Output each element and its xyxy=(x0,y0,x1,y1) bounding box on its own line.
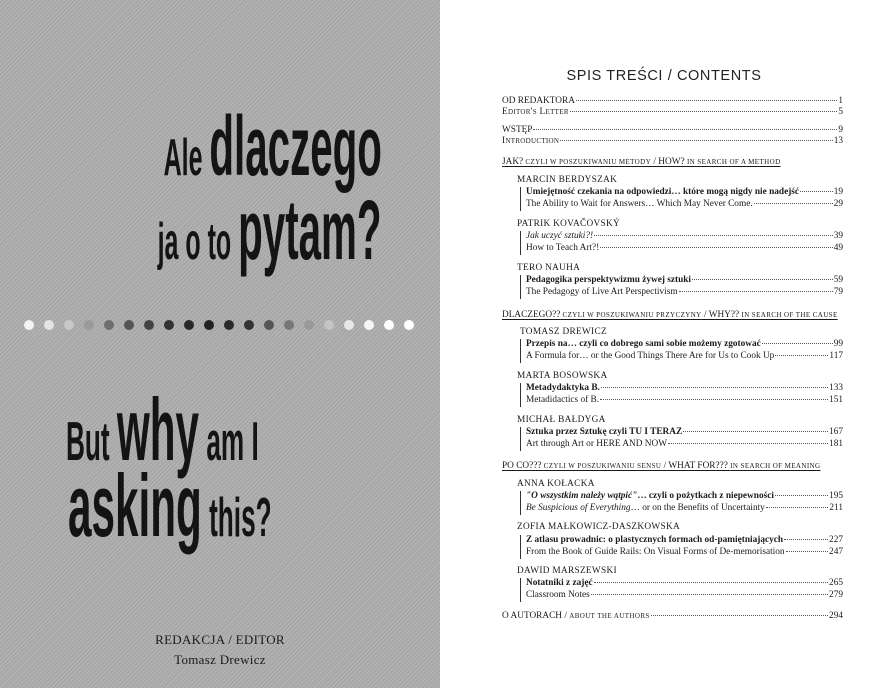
toc-entry-a2-pl[interactable]: Jak uczyć sztuki?! 39 xyxy=(526,231,843,241)
entry-bar xyxy=(520,578,521,602)
divider-dot xyxy=(324,320,334,330)
author-name: TERO NAUHA xyxy=(517,263,581,273)
toc-entry-a4-pl[interactable]: Przepis na… czyli co dobrego sami sobie możemy zgotować 99 xyxy=(526,339,843,349)
leader xyxy=(766,507,829,508)
leader xyxy=(800,191,833,192)
author-name: MARTA BOSOWSKA xyxy=(517,371,608,381)
section-heading-po-co[interactable]: PO CO??? CZYLI W POSZUKIWANIU SENSU / WHAT FOR??? IN SEARCH OF MEANING xyxy=(502,461,821,471)
leader xyxy=(775,355,828,356)
toc-entry-od-redaktora[interactable]: OD REDAKTORA 1 xyxy=(502,96,843,106)
leader xyxy=(533,129,837,130)
cover-title-pl-line2: ja o to pytam? xyxy=(158,183,382,277)
leader xyxy=(692,279,833,280)
toc-title: SPIS TREŚCI / CONTENTS xyxy=(566,68,762,84)
leader xyxy=(683,431,828,432)
divider-dot xyxy=(244,320,254,330)
divider-dot xyxy=(224,320,234,330)
author-name: MARCIN BERDYSZAK xyxy=(517,175,618,185)
entry-bar xyxy=(520,427,521,451)
author-name: TOMASZ DREWICZ xyxy=(520,327,607,337)
toc-entry-o-autorach[interactable]: O AUTORACH / ABOUT THE AUTHORS 294 xyxy=(502,611,843,621)
divider-dot xyxy=(164,320,174,330)
toc-entry-a9-en[interactable]: Classroom Notes 279 xyxy=(526,590,843,600)
leader xyxy=(594,235,833,236)
author-name: DAWID MARSZEWSKI xyxy=(517,566,617,576)
divider-dot xyxy=(304,320,314,330)
leader xyxy=(786,551,829,552)
divider-dot xyxy=(24,320,34,330)
toc-entry-a5-pl[interactable]: Metadydaktyka B. 133 xyxy=(526,383,843,393)
leader xyxy=(754,203,833,204)
toc-entry-a2-en[interactable]: How to Teach Art?! 49 xyxy=(526,243,843,253)
leader xyxy=(600,247,832,248)
entry-bar xyxy=(520,339,521,363)
author-name: MICHAŁ BAŁDYGA xyxy=(517,415,606,425)
divider-dot xyxy=(264,320,274,330)
divider-dot xyxy=(124,320,134,330)
divider-dot xyxy=(204,320,214,330)
leader xyxy=(560,140,832,141)
divider-dot xyxy=(64,320,74,330)
leader xyxy=(591,594,828,595)
toc-entry-a6-pl[interactable]: Sztuka przez Sztukę czyli TU I TERAZ 167 xyxy=(526,427,843,437)
entry-bar xyxy=(520,535,521,559)
entry-bar xyxy=(520,383,521,407)
leader xyxy=(679,291,833,292)
author-name: ZOFIA MAŁKOWICZ-DASZKOWSKA xyxy=(517,522,680,532)
toc-entry-editors-letter[interactable]: Editor's Letter 5 xyxy=(502,107,843,117)
editor-name: Tomasz Drewicz xyxy=(174,652,266,667)
dot-divider xyxy=(24,320,424,334)
toc-entry-a4-en[interactable]: A Formula for… or the Good Things There Are for Us to Cook Up 117 xyxy=(526,351,843,361)
toc-entry-introduction[interactable]: Introduction 13 xyxy=(502,136,843,146)
divider-dot xyxy=(284,320,294,330)
leader xyxy=(784,539,828,540)
entry-bar xyxy=(520,231,521,255)
section-heading-dlaczego[interactable]: DLACZEGO?? CZYLI W POSZUKIWANIU PRZYCZYNY / WHY?? IN SEARCH OF THE CAUSE xyxy=(502,310,838,320)
toc-entry-a6-en[interactable]: Art through Art or HERE AND NOW 181 xyxy=(526,439,843,449)
cover-title-en-line2: asking this? xyxy=(68,456,272,555)
leader xyxy=(668,443,828,444)
toc-entry-a9-pl[interactable]: Notatniki z zajęć 265 xyxy=(526,578,843,588)
toc-entry-a7-en[interactable]: Be Suspicious of Everything… or on the Benefits of Uncertainty 211 xyxy=(526,503,843,513)
table-of-contents xyxy=(440,0,888,688)
divider-dot xyxy=(184,320,194,330)
toc-entry-a1-en[interactable]: The Ability to Wait for Answers… Which May Never Come. 29 xyxy=(526,199,843,209)
entry-bar xyxy=(520,187,521,211)
leader xyxy=(775,495,828,496)
leader xyxy=(601,387,828,388)
divider-dot xyxy=(84,320,94,330)
editor-label: REDAKCJA / EDITOR xyxy=(155,632,285,647)
leader xyxy=(600,399,828,400)
toc-entry-wstep[interactable]: WSTĘP 9 xyxy=(502,125,843,135)
book-cover xyxy=(0,0,440,688)
divider-dot xyxy=(364,320,374,330)
toc-entry-a1-pl[interactable]: Umiejętność czekania na odpowiedzi… które mogą nigdy nie nadejść 19 xyxy=(526,187,843,197)
divider-dot xyxy=(144,320,154,330)
leader xyxy=(570,111,838,112)
toc-entry-a8-en[interactable]: From the Book of Guide Rails: On Visual Forms of De-memorisation 247 xyxy=(526,547,843,557)
author-name: PATRIK KOVAČOVSKÝ xyxy=(517,219,620,229)
divider-dot xyxy=(344,320,354,330)
leader xyxy=(762,343,833,344)
section-heading-jak[interactable]: JAK? CZYLI W POSZUKIWANIU METODY / HOW? IN SEARCH OF A METHOD xyxy=(502,157,781,167)
toc-entry-a7-pl[interactable]: "O wszystkim należy wątpić"… czyli o pożytkach z niepewności 195 xyxy=(526,491,843,501)
author-name: ANNA KOŁACKA xyxy=(517,479,595,489)
leader xyxy=(651,615,828,616)
entry-bar xyxy=(520,275,521,299)
toc-entry-a3-en[interactable]: The Pedagogy of Live Art Perspectivism 79 xyxy=(526,287,843,297)
leader xyxy=(576,100,837,101)
divider-dot xyxy=(104,320,114,330)
divider-dot xyxy=(384,320,394,330)
leader xyxy=(594,582,828,583)
cover-editor xyxy=(0,632,440,672)
toc-entry-a8-pl[interactable]: Z atlasu prowadnic: o plastycznych formach od-pamiętniających 227 xyxy=(526,535,843,545)
toc-entry-a3-pl[interactable]: Pedagogika perspektywizmu żywej sztuki 59 xyxy=(526,275,843,285)
cover-title-en-line1: But why am I xyxy=(66,380,259,479)
entry-bar xyxy=(520,491,521,515)
divider-dot xyxy=(404,320,414,330)
toc-entry-a5-en[interactable]: Metadidactics of B. 151 xyxy=(526,395,843,405)
cover-title-pl-line1: Ale dlaczego xyxy=(163,99,382,193)
divider-dot xyxy=(44,320,54,330)
